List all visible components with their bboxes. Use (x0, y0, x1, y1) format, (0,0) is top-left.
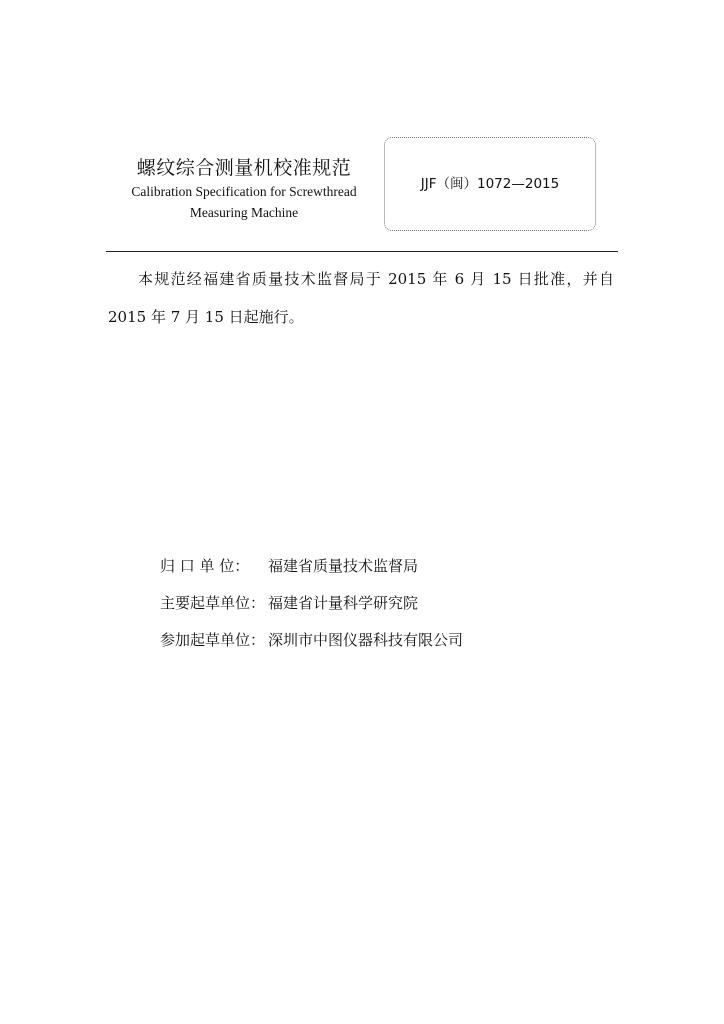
title-block (110, 155, 378, 223)
approval-statement: 本规范经福建省质量技术监督局于 2015 年 6 月 15 日批准，并自 2015 年 7 月 15 日起施行。 (108, 270, 614, 326)
specification-code-box (384, 137, 596, 231)
unit-label: 归 口 单 位： (160, 557, 250, 575)
title-english-line-2: Measuring Machine (189, 205, 299, 220)
specification-code: JJF（闽）1072—2015 (420, 176, 560, 192)
unit-value: 福建省计量科学研究院 (268, 594, 419, 612)
unit-label: 参加起草单位： (160, 631, 266, 649)
unit-value: 深圳市中图仪器科技有限公司 (268, 631, 464, 649)
drafting-units-list (160, 552, 463, 663)
unit-value: 福建省质量技术监督局 (268, 557, 419, 575)
unit-label: 主要起草单位： (160, 594, 266, 612)
unit-row-participating-drafter (160, 626, 463, 663)
title-english-line-1: Calibration Specification for Screwthread (131, 184, 357, 199)
unit-row-centralized (160, 552, 463, 589)
unit-row-main-drafter (160, 589, 463, 626)
title-chinese: 螺纹综合测量机校准规范 (136, 157, 352, 179)
header-divider (106, 251, 618, 252)
